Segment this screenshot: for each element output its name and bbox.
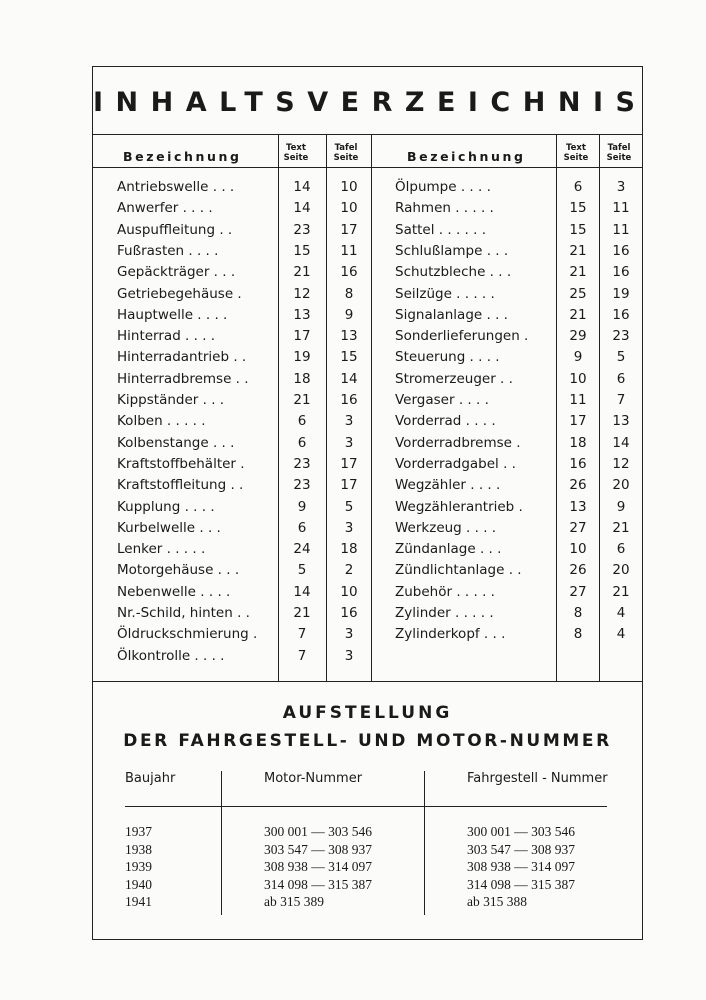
- index-entry-text-page: 21: [569, 306, 587, 323]
- index-entry-tafel-page: 14: [612, 434, 630, 451]
- index-entry-name: Ölkontrolle . . . .: [117, 647, 225, 664]
- header-seite-label: Seite: [563, 153, 589, 163]
- index-entry-text-page: 9: [297, 498, 307, 515]
- column-line: [221, 771, 222, 915]
- header-tafel-label: Tafel: [607, 143, 631, 153]
- index-entry-name: Zylinderkopf . . .: [395, 626, 506, 643]
- index-entry-tafel-page: 5: [344, 498, 354, 515]
- index-entry-tafel-page: 6: [616, 541, 626, 558]
- index-entry-tafel-page: 16: [612, 306, 630, 323]
- index-entry-text-page: 21: [569, 242, 587, 259]
- index-entry-tafel-page: 8: [344, 285, 354, 302]
- index-entry-text-page: 27: [569, 519, 587, 536]
- index-entry-name: Zündanlage . . .: [395, 541, 502, 558]
- baujahr-value: 1940: [125, 876, 152, 892]
- index-entry-text-page: 12: [293, 285, 311, 302]
- index-entry-tafel-page: 17: [340, 221, 358, 238]
- index-entry-name: Stromerzeuger . .: [395, 370, 513, 387]
- index-entry-text-page: 6: [573, 179, 583, 195]
- index-entry-name: Zündlichtanlage . .: [395, 562, 522, 579]
- index-entry-tafel-page: 3: [616, 179, 626, 195]
- column-line: [556, 134, 557, 681]
- index-entry-text-page: 13: [569, 498, 587, 515]
- header-text-label: Text: [566, 143, 586, 153]
- index-entry-text-page: 15: [569, 200, 587, 217]
- index-entry-text-page: 23: [293, 455, 311, 472]
- index-entry-text-page: 21: [569, 264, 587, 281]
- index-entry-text-page: 18: [569, 434, 587, 451]
- index-entry-name: Antriebswelle . . .: [117, 179, 235, 195]
- index-entry-text-page: 23: [293, 221, 311, 238]
- index-entry-tafel-page: 16: [612, 264, 630, 281]
- header-seite-label: Seite: [333, 153, 359, 163]
- fahrgestell-nummer-value: ab 315 388: [467, 894, 527, 910]
- index-entry-tafel-page: 3: [344, 647, 354, 664]
- index-entry-text-page: 14: [293, 200, 311, 217]
- index-entry-name: Auspuffleitung . .: [117, 221, 233, 238]
- index-entry-tafel-page: 15: [340, 349, 358, 366]
- index-entry-name: Hauptwelle . . . .: [117, 306, 228, 323]
- index-entry-tafel-page: 12: [612, 455, 630, 472]
- col-header-baujahr: Baujahr: [125, 771, 176, 786]
- motor-nummer-value: 308 938 — 314 097: [264, 859, 372, 875]
- index-entry-name: Anwerfer . . . .: [117, 200, 213, 217]
- baujahr-value: 1939: [125, 859, 152, 875]
- index-entry-text-page: 7: [297, 626, 307, 643]
- index-entry-name: Öldruckschmierung .: [117, 626, 258, 643]
- index-entry-tafel-page: 21: [612, 519, 630, 536]
- index-entry-tafel-page: 3: [344, 626, 354, 643]
- index-entry-name: Kippständer . . .: [117, 392, 225, 408]
- index-entry-tafel-page: 20: [612, 562, 630, 579]
- index-entry-tafel-page: 16: [612, 242, 630, 259]
- index-entry-name: Steuerung . . . .: [395, 349, 500, 366]
- col-header-fahrgestell-nummer: Fahrgestell - Nummer: [467, 771, 608, 786]
- index-entry-text-page: 8: [573, 626, 583, 643]
- index-entry-text-page: 16: [569, 455, 587, 472]
- index-entry-name: Kraftstoffleitung . .: [117, 477, 244, 494]
- index-entry-text-page: 26: [569, 477, 587, 494]
- index-entry-text-page: 9: [573, 349, 583, 366]
- column-line: [371, 134, 372, 681]
- index-entry-name: Hinterradbremse . .: [117, 370, 249, 387]
- index-entry-text-page: 21: [293, 392, 311, 408]
- index-entry-text-page: 15: [569, 221, 587, 238]
- index-entry-name: Motorgehäuse . . .: [117, 562, 240, 579]
- index-entry-name: Kolben . . . . .: [117, 413, 206, 430]
- index-entry-tafel-page: 4: [616, 605, 626, 621]
- index-entry-text-page: 21: [293, 264, 311, 281]
- col-header-motor-nummer: Motor-Nummer: [264, 771, 363, 786]
- index-entry-name: Kurbelwelle . . .: [117, 519, 221, 536]
- column-line: [278, 134, 279, 681]
- index-entry-text-page: 11: [569, 392, 587, 408]
- header-divider: [93, 167, 642, 168]
- index-entry-tafel-page: 10: [340, 583, 358, 600]
- index-entry-tafel-page: 13: [612, 413, 630, 430]
- index-entry-text-page: 17: [569, 413, 587, 430]
- index-entry-name: Signalanlage . . .: [395, 306, 508, 323]
- index-entry-name: Schutzbleche . . .: [395, 264, 512, 281]
- index-entry-tafel-page: 14: [340, 370, 358, 387]
- header-tafel-label: Tafel: [334, 143, 358, 153]
- index-entry-text-page: 7: [297, 647, 307, 664]
- index-entry-tafel-page: 2: [344, 562, 354, 579]
- index-entry-name: Vorderradbremse .: [395, 434, 521, 451]
- index-entry-tafel-page: 9: [616, 498, 626, 515]
- header-text-label: Text: [286, 143, 306, 153]
- index-entry-tafel-page: 3: [344, 434, 354, 451]
- index-entry-tafel-page: 5: [616, 349, 626, 366]
- index-entry-tafel-page: 3: [344, 519, 354, 536]
- index-entry-tafel-page: 13: [340, 328, 358, 345]
- index-entry-tafel-page: 23: [612, 328, 630, 345]
- index-entry-name: Lenker . . . . .: [117, 541, 206, 558]
- fahrgestell-nummer-value: 300 001 — 303 546: [467, 824, 575, 839]
- index-entry-text-page: 6: [297, 413, 307, 430]
- aufstellung-header-rule: [125, 806, 607, 807]
- index-entry-text-page: 23: [293, 477, 311, 494]
- index-entry-text-page: 24: [293, 541, 311, 558]
- baujahr-value: 1941: [125, 894, 152, 910]
- index-entry-name: Kraftstoffbehälter .: [117, 455, 245, 472]
- index-entry-tafel-page: 18: [340, 541, 358, 558]
- left-header-text-seite: [279, 143, 313, 163]
- document-frame: [92, 66, 648, 940]
- index-entry-tafel-page: 7: [616, 392, 626, 408]
- index-entry-text-page: 25: [569, 285, 587, 302]
- index-entry-tafel-page: 9: [344, 306, 354, 323]
- index-entry-text-page: 14: [293, 583, 311, 600]
- motor-nummer-value: 314 098 — 315 387: [264, 876, 372, 892]
- index-entry-text-page: 10: [569, 541, 587, 558]
- index-entry-name: Kupplung . . . .: [117, 498, 215, 515]
- index-entry-name: Seilzüge . . . . .: [395, 285, 495, 302]
- index-entry-name: Nr.-Schild, hinten . .: [117, 605, 250, 621]
- index-entry-text-page: 10: [569, 370, 587, 387]
- index-entry-name: Rahmen . . . . .: [395, 200, 494, 217]
- index-entry-tafel-page: 20: [612, 477, 630, 494]
- index-entry-tafel-page: 11: [340, 242, 358, 259]
- index-entry-name: Hinterrad . . . .: [117, 328, 216, 345]
- index-entry-name: Nebenwelle . . . .: [117, 583, 231, 600]
- index-entry-text-page: 18: [293, 370, 311, 387]
- header-seite-label: Seite: [606, 153, 632, 163]
- index-entry-text-page: 26: [569, 562, 587, 579]
- index-entry-text-page: 6: [297, 434, 307, 451]
- index-entry-tafel-page: 10: [340, 179, 358, 195]
- index-entry-tafel-page: 21: [612, 583, 630, 600]
- index-entry-name: Vergaser . . . .: [395, 392, 489, 408]
- index-entry-tafel-page: 17: [340, 455, 358, 472]
- aufstellung-subheading: DER FAHRGESTELL- UND MOTOR-NUMMER: [123, 731, 612, 751]
- index-entry-text-page: 8: [573, 605, 583, 621]
- index-entry-tafel-page: 6: [616, 370, 626, 387]
- column-line: [599, 134, 600, 681]
- title-divider: [93, 134, 642, 135]
- index-entry-name: Ölpumpe . . . .: [395, 179, 491, 195]
- right-header-text-seite: [559, 143, 593, 163]
- column-line: [326, 134, 327, 681]
- section-divider: [93, 681, 642, 682]
- index-entry-text-page: 19: [293, 349, 311, 366]
- index-entry-tafel-page: 11: [612, 200, 630, 217]
- index-entry-tafel-page: 16: [340, 264, 358, 281]
- baujahr-value: 1937: [125, 824, 152, 839]
- index-entry-name: Zubehör . . . . .: [395, 583, 495, 600]
- motor-nummer-value: 303 547 — 308 937: [264, 841, 372, 857]
- column-line: [424, 771, 425, 915]
- fahrgestell-nummer-value: 303 547 — 308 937: [467, 841, 575, 857]
- index-entry-text-page: 21: [293, 605, 311, 621]
- index-entry-name: Wegzählerantrieb .: [395, 498, 523, 515]
- index-entry-tafel-page: 4: [616, 626, 626, 643]
- index-entry-name: Vorderradgabel . .: [395, 455, 516, 472]
- motor-nummer-value: ab 315 389: [264, 894, 324, 910]
- index-entry-name: Vorderrad . . . .: [395, 413, 496, 430]
- index-entry-text-page: 13: [293, 306, 311, 323]
- index-entry-name: Hinterradantrieb . .: [117, 349, 247, 366]
- index-entry-tafel-page: 3: [344, 413, 354, 430]
- index-entry-tafel-page: 17: [340, 477, 358, 494]
- index-entry-text-page: 14: [293, 179, 311, 195]
- index-entry-tafel-page: 11: [612, 221, 630, 238]
- index-entry-text-page: 17: [293, 328, 311, 345]
- index-entry-tafel-page: 10: [340, 200, 358, 217]
- index-entry-name: Getriebegehäuse .: [117, 285, 242, 302]
- index-entry-name: Zylinder . . . . .: [395, 605, 494, 621]
- index-entry-name: Schlußlampe . . .: [395, 242, 509, 259]
- index-entry-tafel-page: 16: [340, 392, 358, 408]
- left-header-bezeichnung: Bezeichnung: [123, 149, 242, 164]
- index-entry-text-page: 27: [569, 583, 587, 600]
- index-entry-name: Sattel . . . . . .: [395, 221, 486, 238]
- fahrgestell-nummer-value: 308 938 — 314 097: [467, 859, 575, 875]
- left-header-tafel-seite: [329, 143, 363, 163]
- aufstellung-heading: AUFSTELLUNG: [282, 703, 453, 723]
- index-entry-name: Gepäckträger . . .: [117, 264, 236, 281]
- baujahr-value: 1938: [125, 841, 152, 857]
- index-entry-text-page: 29: [569, 328, 587, 345]
- index-entry-name: Wegzähler . . . .: [395, 477, 501, 494]
- index-entry-name: Kolbenstange . . .: [117, 434, 235, 451]
- index-entry-text-page: 15: [293, 242, 311, 259]
- fahrgestell-nummer-value: 314 098 — 315 387: [467, 876, 575, 892]
- right-header-bezeichnung: Bezeichnung: [407, 149, 526, 164]
- index-entry-name: Fußrasten . . . .: [117, 242, 219, 259]
- index-entry-name: Werkzeug . . . .: [395, 519, 497, 536]
- index-entry-name: Sonderlieferungen .: [395, 328, 529, 345]
- motor-nummer-value: 300 001 — 303 546: [264, 824, 372, 839]
- index-entry-text-page: 6: [297, 519, 307, 536]
- index-entry-tafel-page: 19: [612, 285, 630, 302]
- index-entry-text-page: 5: [297, 562, 307, 579]
- page-title: INHALTSVERZEICHNIS: [93, 87, 648, 118]
- header-seite-label: Seite: [283, 153, 309, 163]
- index-entry-tafel-page: 16: [340, 605, 358, 621]
- right-header-tafel-seite: [602, 143, 636, 163]
